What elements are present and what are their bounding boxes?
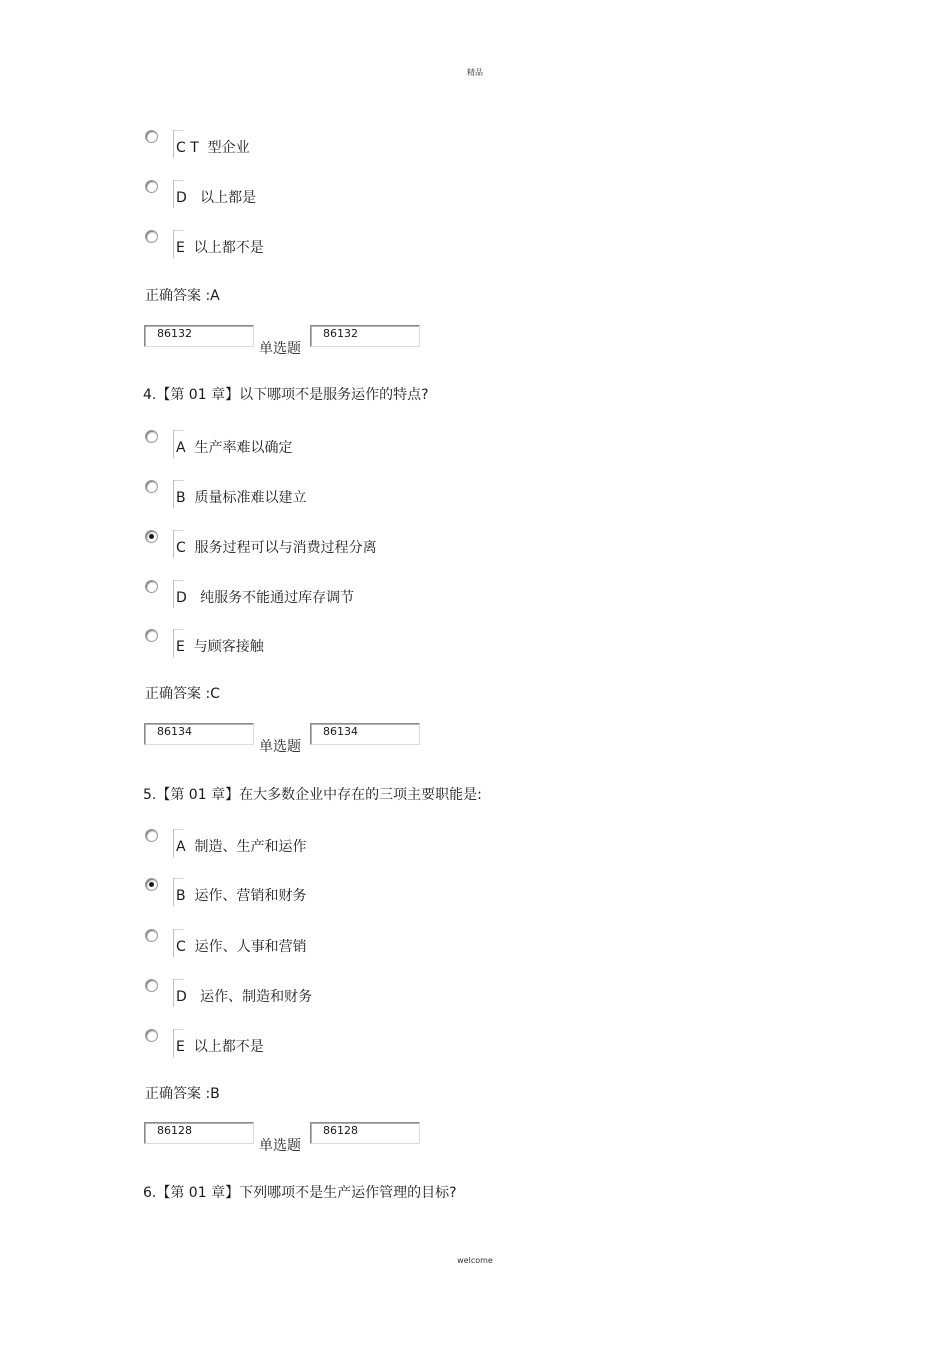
option-label: D 纯服务不能通过库存调节 xyxy=(176,590,355,606)
option-q5-a[interactable] xyxy=(145,829,645,859)
radio-icon[interactable] xyxy=(145,979,158,992)
id-field-right[interactable]: 86128 xyxy=(310,1122,420,1144)
option-q4-a[interactable] xyxy=(145,430,645,460)
option-label: A 生产率难以确定 xyxy=(176,440,293,456)
radio-icon[interactable] xyxy=(145,180,158,193)
page-footer: welcome xyxy=(457,1256,493,1265)
option-q5-c[interactable] xyxy=(145,929,645,959)
option-label: A 制造、生产和运作 xyxy=(176,839,307,855)
id-field-left[interactable]: 86134 xyxy=(144,723,254,745)
option-q4-b[interactable] xyxy=(145,480,645,510)
radio-icon[interactable] xyxy=(145,130,158,143)
radio-checked-icon[interactable] xyxy=(145,530,158,543)
question-6-title: 6.【第 01 章】下列哪项不是生产运作管理的目标? xyxy=(143,1185,457,1201)
option-q4-e[interactable] xyxy=(145,629,645,659)
question-4-title: 4.【第 01 章】以下哪项不是服务运作的特点? xyxy=(143,387,429,403)
id-field-right[interactable]: 86134 xyxy=(310,723,420,745)
id-field-left[interactable]: 86132 xyxy=(144,325,254,347)
radio-icon[interactable] xyxy=(145,430,158,443)
id-field-right[interactable]: 86132 xyxy=(310,325,420,347)
option-label: C 运作、人事和营销 xyxy=(176,939,307,955)
id-field-left[interactable]: 86128 xyxy=(144,1122,254,1144)
question-type-label: 单选题 xyxy=(259,739,301,755)
field-row-q4 xyxy=(144,723,444,755)
field-row-q3 xyxy=(144,325,444,357)
option-q5-e[interactable] xyxy=(145,1029,645,1059)
radio-icon[interactable] xyxy=(145,480,158,493)
option-label: E 以上都不是 xyxy=(176,240,264,256)
correct-answer-q4: 正确答案 :C xyxy=(145,686,220,702)
correct-answer-q3: 正确答案 :A xyxy=(145,288,220,304)
option-label: C T 型企业 xyxy=(176,140,250,156)
correct-answer-q5: 正确答案 :B xyxy=(145,1086,220,1102)
option-label: D 以上都是 xyxy=(176,190,257,206)
option-q5-b[interactable] xyxy=(145,878,645,908)
option-q4-d[interactable] xyxy=(145,580,645,610)
radio-icon[interactable] xyxy=(145,829,158,842)
option-q3-d[interactable] xyxy=(145,180,645,210)
question-5-title: 5.【第 01 章】在大多数企业中存在的三项主要职能是: xyxy=(143,787,482,803)
option-q3-c[interactable] xyxy=(145,130,645,160)
radio-icon[interactable] xyxy=(145,929,158,942)
option-q3-e[interactable] xyxy=(145,230,645,260)
page-header: 精品 xyxy=(467,68,483,77)
option-label: D 运作、制造和财务 xyxy=(176,989,313,1005)
field-row-q5 xyxy=(144,1122,444,1154)
radio-icon[interactable] xyxy=(145,580,158,593)
option-label: C 服务过程可以与消费过程分离 xyxy=(176,540,377,556)
radio-icon[interactable] xyxy=(145,629,158,642)
option-label: B 运作、营销和财务 xyxy=(176,888,307,904)
radio-icon[interactable] xyxy=(145,1029,158,1042)
option-label: B 质量标准难以建立 xyxy=(176,490,307,506)
option-q5-d[interactable] xyxy=(145,979,645,1009)
radio-icon[interactable] xyxy=(145,230,158,243)
option-q4-c[interactable] xyxy=(145,530,645,560)
question-type-label: 单选题 xyxy=(259,341,301,357)
option-label: E 以上都不是 xyxy=(176,1039,264,1055)
question-type-label: 单选题 xyxy=(259,1138,301,1154)
option-label: E 与顾客接触 xyxy=(176,639,264,655)
radio-checked-icon[interactable] xyxy=(145,878,158,891)
